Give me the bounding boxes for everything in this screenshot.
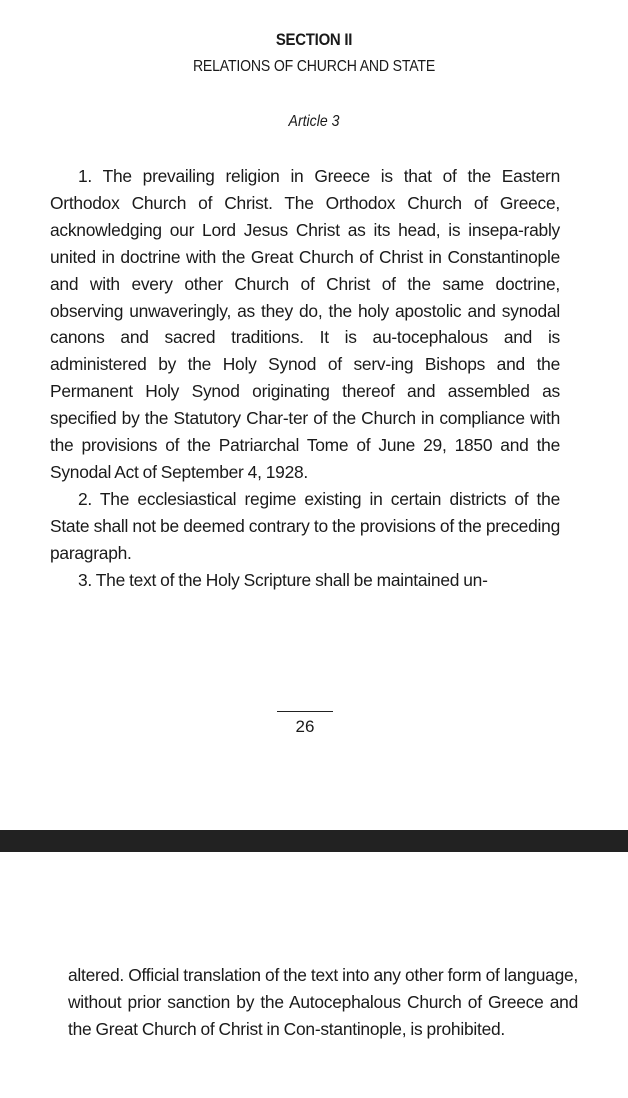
paragraph-3: 3. The text of the Holy Scripture shall be maintained un- [78,569,488,590]
continued-text [68,962,578,1043]
section-title: SECTION II [275,30,353,49]
section-subtitle: RELATIONS OF CHURCH AND STATE [192,58,436,75]
paragraph-2: 2. The ecclesiastical regime existing in certain districts of the State shall not be deemed contrary to the provisions of the preceding paragraph. [50,488,560,563]
paragraph-1: 1. The prevailing religion in Greece is that of the Eastern Orthodox Church of Christ. The Orthodox Church of Greece, acknowledging our Lord Jesus Christ as its head, is insepa-rably united in doctrine with the Great Church of Christ in Constantinople and with every other Church of Christ of the same doctrine, observing unwaveringly, as they do, the holy apostolic and synodal canons and sacred traditions. It is au-tocephalous and is administered by the Holy Synod of serv-ing Bishops and the Permanent Holy Synod originating thereof and assembled as specified by the Statutory Char-ter of the Church in compliance with the provisions of the Patriarchal Tome of June 29, 1850 and the Synodal Act of September 4, 1928. [50,166,560,482]
page-divider [0,830,628,852]
continued-paragraph: altered. Official translation of the text into any other form of language, without prior sanction by the Autocephalous Church of Greece and the Great Church of Christ in Con-stantinople, is prohibited. [68,965,578,1039]
article-title: Article 3 [288,113,340,130]
page-number: 26 [295,717,315,736]
article-body [50,163,560,594]
page-number-rule [277,711,333,712]
